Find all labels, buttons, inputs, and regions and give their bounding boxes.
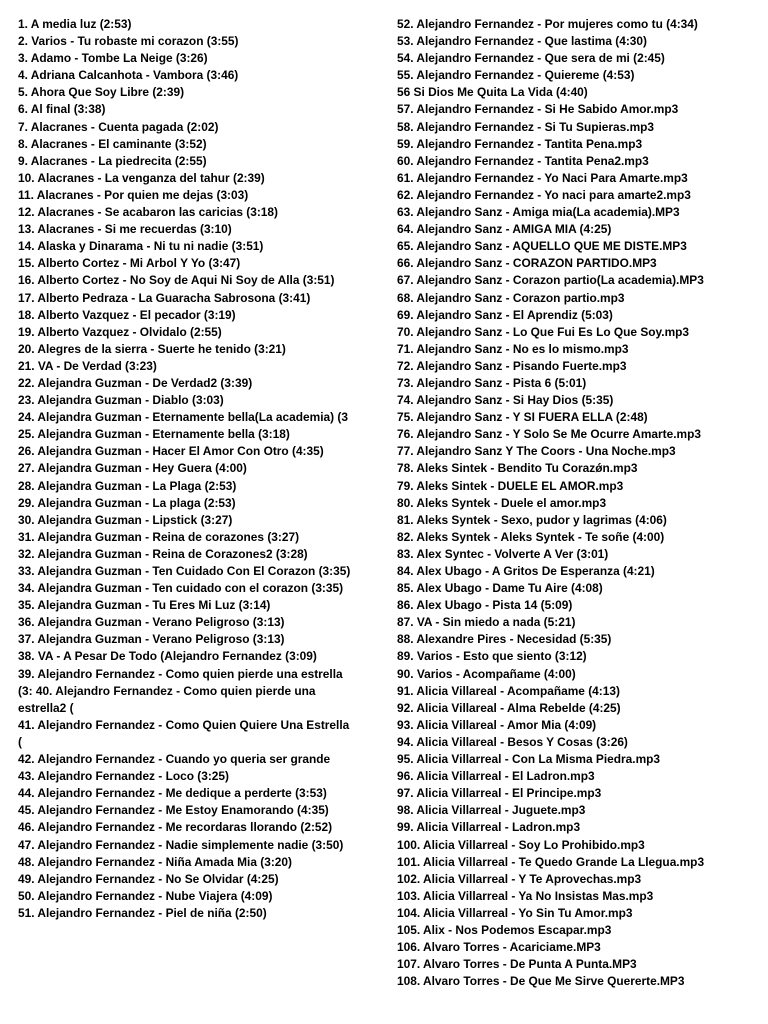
song-entry: 22. Alejandra Guzman - De Verdad2 (3:39) [18, 375, 253, 390]
song-entry: 95. Alicia Villarreal - Con La Misma Piedra.mp3 [397, 752, 661, 767]
song-entry: 46. Alejandro Fernandez - Me recordaras llorando (2:52) [18, 820, 333, 835]
song-entry: 35. Alejandra Guzman - Tu Eres Mi Luz (3:14) [18, 598, 271, 613]
song-entry: 57. Alejandro Fernandez - Si He Sabido Amor.mp3 [397, 102, 679, 117]
song-entry: 96. Alicia Villarreal - El Ladron.mp3 [397, 769, 595, 784]
song-entry: 16. Alberto Cortez - No Soy de Aqui Ni Soy de Alla (3:51) [18, 273, 335, 288]
song-entry: 103. Alicia Villarreal - Ya No Insistas Mas.mp3 [397, 888, 654, 903]
song-entry: 23. Alejandra Guzman - Diablo (3:03) [18, 393, 224, 408]
song-entry: 74. Alejandro Sanz - Si Hay Dios (5:35) [397, 393, 614, 408]
song-entry: 105. Alix - Nos Podemos Escapar.mp3 [397, 922, 612, 937]
song-entry: 28. Alejandra Guzman - La Plaga (2:53) [18, 478, 237, 493]
song-entry: 52. Alejandro Fernandez - Por mujeres como tu (4:34) [397, 17, 698, 31]
song-entry: 69. Alejandro Sanz - El Aprendiz (5:03) [397, 307, 613, 322]
song-entry: 58. Alejandro Fernandez - Si Tu Supieras.mp3 [397, 119, 655, 134]
song-entry: 84. Alex Ubago - A Gritos De Esperanza (4:21) [397, 564, 655, 578]
song-entry: 45. Alejandro Fernandez - Me Estoy Enamorando (4:35) [18, 803, 329, 818]
song-entry: 3. Adamo - Tombe La Neige (3:26) [18, 51, 208, 66]
song-entry: 91. Alicia Villareal - Acompañame (4:13) [397, 683, 620, 698]
song-entry: 1. A media luz (2:53) [18, 17, 132, 31]
song-entry: 21. VA - De Verdad (3:23) [18, 358, 157, 373]
song-entry: 70. Alejandro Sanz - Lo Que Fui Es Lo Que Soy.mp3 [397, 324, 690, 339]
song-entry: 75. Alejandro Sanz - Y SI FUERA ELLA (2:48) [397, 410, 648, 425]
song-entry: 100. Alicia Villarreal - Soy Lo Prohibido.mp3 [397, 837, 645, 852]
song-entry: 61. Alejandro Fernandez - Yo Naci Para Amarte.mp3 [397, 170, 688, 185]
song-entry: 90. Varios - Acompañame (4:00) [397, 666, 576, 681]
song-entry: 66. Alejandro Sanz - CORAZON PARTIDO.MP3 [397, 256, 657, 271]
song-entry: 38. VA - A Pesar De Todo (Alejandro Fernandez (3:09) [18, 649, 317, 664]
song-entry: 49. Alejandro Fernandez - No Se Olvidar (4:25) [18, 871, 279, 886]
song-entry: 64. Alejandro Sanz - AMIGA MIA (4:25) [397, 222, 612, 237]
song-entry: 98. Alicia Villarreal - Juguete.mp3 [397, 803, 586, 818]
song-entry: 89. Varios - Esto que siento (3:12) [397, 649, 587, 664]
song-entry: 15. Alberto Cortez - Mi Arbol Y Yo (3:47) [18, 256, 241, 271]
song-entry: 27. Alejandra Guzman - Hey Guera (4:00) [18, 461, 247, 476]
song-entry: 94. Alicia Villareal - Besos Y Cosas (3:26) [397, 734, 628, 749]
song-entry: 62. Alejandro Fernandez - Yo naci para amarte2.mp3 [397, 187, 691, 202]
song-entry: 99. Alicia Villarreal - Ladron.mp3 [397, 820, 581, 835]
song-entry: 4. Adriana Calcanhota - Vambora (3:46) [18, 68, 239, 83]
song-entry: 25. Alejandra Guzman - Eternamente bella (3:18) [18, 427, 290, 442]
song-entry: 36. Alejandra Guzman - Verano Peligroso (3:13) [18, 615, 285, 630]
song-entry: 55. Alejandro Fernandez - Quiereme (4:53) [397, 68, 635, 83]
song-entry: 20. Alegres de la sierra - Suerte he tenido (3:21) [18, 341, 286, 356]
song-entry: 93. Alicia Villareal - Amor Mia (4:09) [397, 717, 597, 732]
song-entry: 26. Alejandra Guzman - Hacer El Amor Con Otro (4:35) [18, 444, 324, 459]
song-entry: 18. Alberto Vazquez - El pecador (3:19) [18, 307, 236, 322]
song-entry: 34. Alejandra Guzman - Ten cuidado con el corazon (3:35) [18, 581, 344, 596]
song-entry: 80. Aleks Syntek - Duele el amor.mp3 [397, 495, 607, 510]
song-entry: 108. Alvaro Torres - De Que Me Sirve Quererte.MP3 [397, 974, 685, 989]
song-entry: 106. Alvaro Torres - Acariciame.MP3 [397, 940, 601, 955]
song-entry: 97. Alicia Villarreal - El Principe.mp3 [397, 786, 602, 801]
song-entry: 41. Alejandro Fernandez - Como Quien Quiere Una Estrella ( [18, 717, 350, 749]
song-entry: 88. Alexandre Pires - Necesidad (5:35) [397, 632, 612, 647]
song-entry: 12. Alacranes - Se acabaron las caricias (3:18) [18, 205, 278, 220]
song-entry: 53. Alejandro Fernandez - Que lastima (4:30) [397, 34, 647, 49]
song-entry: 71. Alejandro Sanz - No es lo mismo.mp3 [397, 341, 629, 356]
song-entry: 101. Alicia Villarreal - Te Quedo Grande La Llegua.mp3 [397, 854, 705, 869]
song-entry: 102. Alicia Villarreal - Y Te Aprovechas.mp3 [397, 871, 642, 886]
song-entry: 82. Aleks Syntek - Aleks Syntek - Te soñe (4:00) [397, 529, 665, 544]
song-entry: 83. Alex Syntec - Volverte A Ver (3:01) [397, 546, 609, 561]
song-entry: 72. Alejandro Sanz - Pisando Fuerte.mp3 [397, 358, 627, 373]
song-entry: 85. Alex Ubago - Dame Tu Aire (4:08) [397, 581, 603, 596]
song-entry: 14. Alaska y Dinarama - Ni tu ni nadie (3:51) [18, 239, 264, 254]
song-entry: 47. Alejandro Fernandez - Nadie simplemente nadie (3:50) [18, 837, 344, 852]
song-entry: 43. Alejandro Fernandez - Loco (3:25) [18, 769, 229, 784]
song-entry: 79. Aleks Sintek - DUELE EL AMOR.mp3 [397, 478, 624, 493]
song-entry: 76. Alejandro Sanz - Y Solo Se Me Ocurre Amarte.mp3 [397, 427, 701, 442]
song-entry: 42. Alejandro Fernandez - Cuando yo queria ser grande [18, 752, 331, 767]
song-entry: 11. Alacranes - Por quien me dejas (3:03) [18, 187, 249, 202]
song-entry: 92. Alicia Villareal - Alma Rebelde (4:25) [397, 700, 621, 715]
song-entry: 6. Al final (3:38) [18, 102, 106, 117]
song-entry: 104. Alicia Villarreal - Yo Sin Tu Amor.mp3 [397, 905, 633, 920]
song-entry: 65. Alejandro Sanz - AQUELLO QUE ME DISTE.MP3 [397, 239, 687, 254]
song-entry: 33. Alejandra Guzman - Ten Cuidado Con El Corazon (3:35) [18, 564, 351, 578]
song-entry: 13. Alacranes - Si me recuerdas (3:10) [18, 222, 232, 237]
song-entry: 2. Varios - Tu robaste mi corazon (3:55) [18, 34, 239, 49]
song-entry: 59. Alejandro Fernandez - Tantita Pena.mp3 [397, 136, 643, 151]
song-entry: 10. Alacranes - La venganza del tahur (2:39) [18, 170, 265, 185]
song-entry: 56 Si Dios Me Quita La Vida (4:40) [397, 85, 588, 100]
song-entry: 7. Alacranes - Cuenta pagada (2:02) [18, 119, 219, 134]
song-entry: 17. Alberto Pedraza - La Guaracha Sabrosona (3:41) [18, 290, 311, 305]
song-entry: 39. Alejandro Fernandez - Como quien pierde una estrella (3: 40. Alejandro Fernandez - Como quien pierde una estrella2 ( [18, 666, 343, 715]
song-entry: 81. Aleks Syntek - Sexo, pudor y lagrimas (4:06) [397, 512, 667, 527]
song-entry: 32. Alejandra Guzman - Reina de Corazones2 (3:28) [18, 546, 308, 561]
song-entry: 5. Ahora Que Soy Libre (2:39) [18, 85, 185, 100]
song-entry: 86. Alex Ubago - Pista 14 (5:09) [397, 598, 573, 613]
song-entry: 60. Alejandro Fernandez - Tantita Pena2.mp3 [397, 153, 649, 168]
song-entry: 19. Alberto Vazquez - Olvidalo (2:55) [18, 324, 222, 339]
song-entry: 30. Alejandra Guzman - Lipstick (3:27) [18, 512, 233, 527]
song-entry: 8. Alacranes - El caminante (3:52) [18, 136, 207, 151]
song-list-left-column [18, 16, 356, 922]
song-entry: 78. Aleks Sintek - Bendito Tu Corazǿn.mp3 [397, 461, 638, 476]
song-entry: 29. Alejandra Guzman - La plaga (2:53) [18, 495, 236, 510]
song-entry: 48. Alejandro Fernandez - Niña Amada Mia (3:20) [18, 854, 292, 869]
song-entry: 9. Alacranes - La piedrecita (2:55) [18, 153, 207, 168]
song-entry: 50. Alejandro Fernandez - Nube Viajera (4:09) [18, 888, 273, 903]
song-list-right-column [397, 16, 759, 990]
song-entry: 73. Alejandro Sanz - Pista 6 (5:01) [397, 375, 587, 390]
song-entry: 77. Alejandro Sanz Y The Coors - Una Noche.mp3 [397, 444, 676, 459]
song-entry: 63. Alejandro Sanz - Amiga mia(La academia).MP3 [397, 205, 680, 220]
song-entry: 37. Alejandra Guzman - Verano Peligroso (3:13) [18, 632, 285, 647]
song-entry: 107. Alvaro Torres - De Punta A Punta.MP3 [397, 957, 637, 972]
song-entry: 44. Alejandro Fernandez - Me dedique a perderte (3:53) [18, 786, 327, 801]
song-entry: 67. Alejandro Sanz - Corazon partio(La academia).MP3 [397, 273, 704, 288]
song-entry: 87. VA - Sin miedo a nada (5:21) [397, 615, 576, 630]
song-entry: 24. Alejandra Guzman - Eternamente bella(La academia) (3 [18, 410, 348, 425]
song-entry: 51. Alejandro Fernandez - Piel de niña (2:50) [18, 905, 267, 920]
song-entry: 54. Alejandro Fernandez - Que sera de mi (2:45) [397, 51, 665, 66]
song-entry: 31. Alejandra Guzman - Reina de corazones (3:27) [18, 529, 300, 544]
song-entry: 68. Alejandro Sanz - Corazon partio.mp3 [397, 290, 625, 305]
